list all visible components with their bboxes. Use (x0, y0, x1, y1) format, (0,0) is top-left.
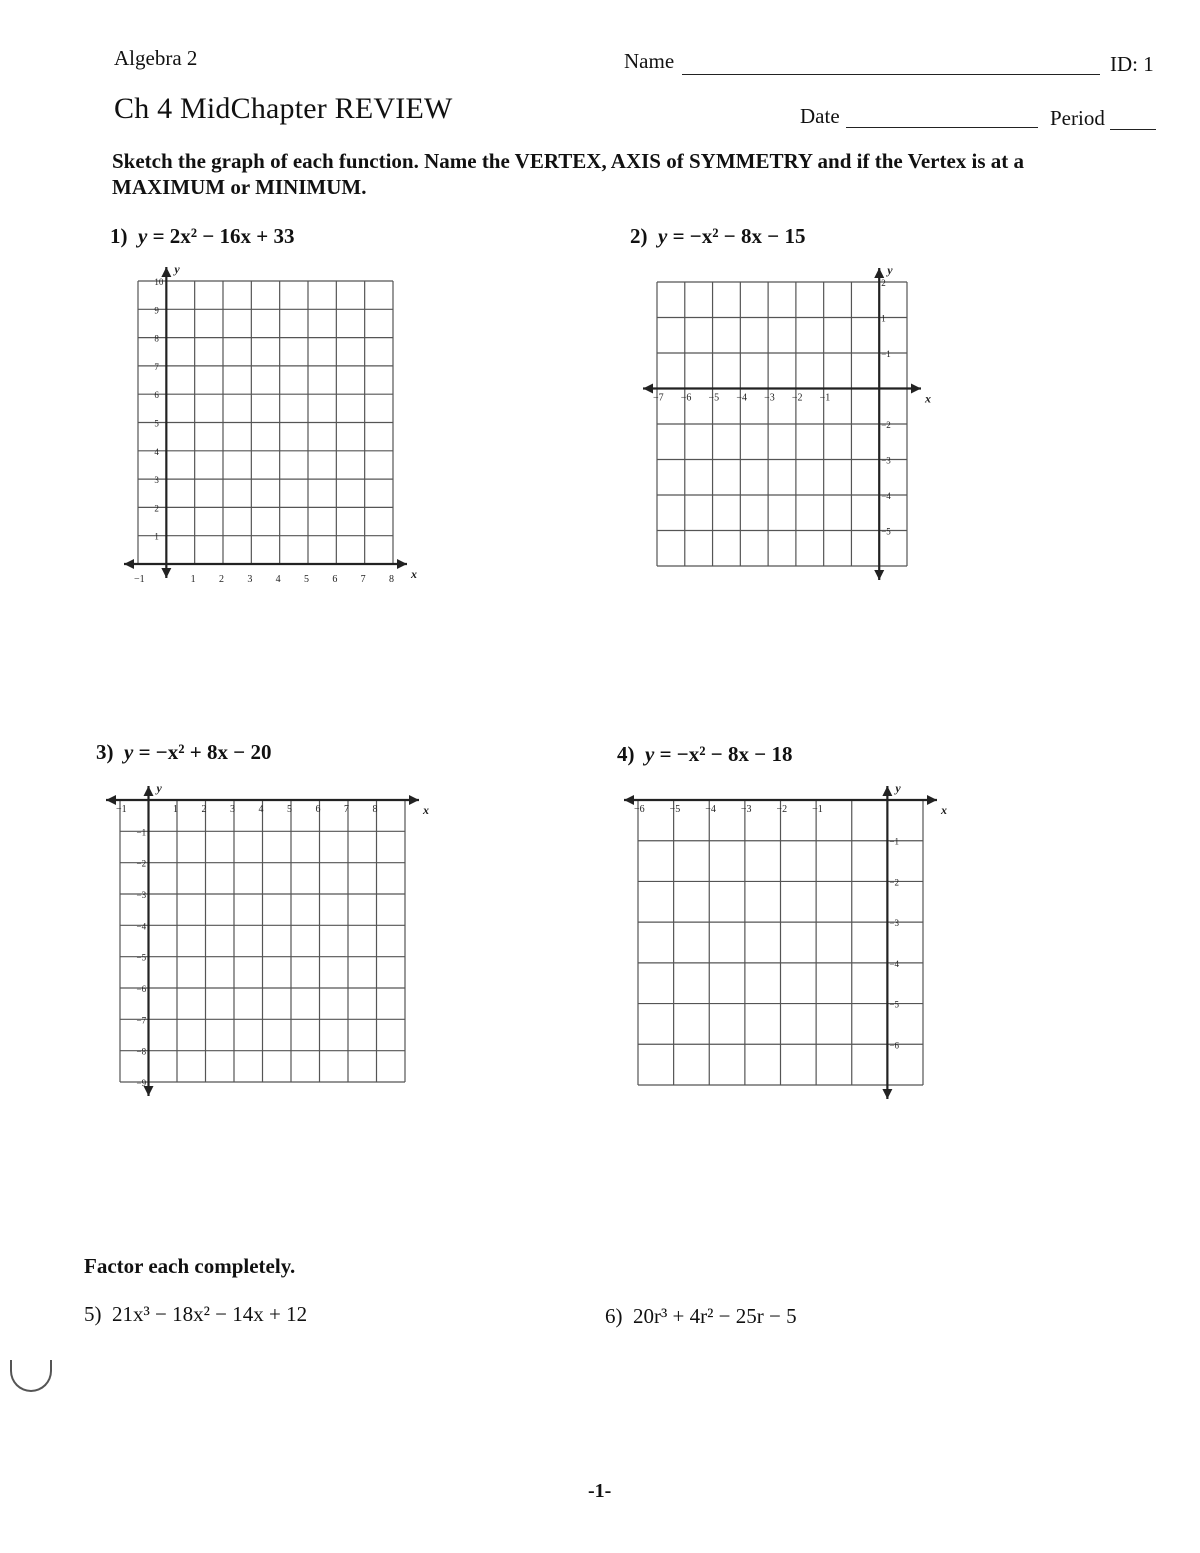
coordinate-grid-2[interactable] (625, 262, 945, 592)
grid-lines (657, 282, 907, 566)
y-tick-label: 5 (154, 418, 159, 429)
id-label: ID: 1 (1110, 52, 1154, 76)
grid-lines (138, 281, 393, 564)
x-tick-label: 2 (219, 574, 224, 585)
y-axis-label: y (887, 263, 893, 277)
x-axis-arrow-right (927, 795, 937, 805)
factor-expression: 21x³ − 18x² − 14x + 12 (112, 1302, 308, 1326)
x-tick-label: 8 (372, 804, 378, 815)
factor-problem-5 (84, 1302, 307, 1327)
name-label: Name (624, 49, 675, 73)
x-tick-label: 2 (201, 804, 207, 815)
y-axis-arrow-down (161, 568, 171, 578)
y-tick-label: −3 (136, 890, 147, 900)
x-axis-label: x (925, 391, 931, 406)
period-label: Period (1050, 106, 1105, 130)
y-tick-label: 2 (154, 503, 159, 514)
date-field[interactable] (846, 127, 1038, 128)
period-field[interactable] (1110, 129, 1156, 130)
x-tick-label: −2 (776, 804, 788, 815)
y-tick-label: 1 (154, 531, 159, 542)
x-tick-label: −7 (653, 392, 664, 404)
y-tick-label: −4 (881, 491, 891, 501)
x-axis-arrow-left (124, 559, 134, 569)
y-tick-label: −6 (889, 1040, 899, 1051)
problem-equation: = 2x² − 16x + 33 (152, 224, 295, 248)
problem-equation: = −x² − 8x − 15 (672, 224, 806, 248)
x-tick-label: 8 (389, 574, 394, 585)
y-tick-label: −4 (889, 958, 899, 969)
x-tick-label: −1 (134, 574, 145, 585)
x-axis-arrow-right (397, 559, 407, 569)
factor-section-title: Factor each completely. (84, 1254, 296, 1278)
y-tick-label: −2 (881, 420, 891, 430)
y-tick-label: 8 (154, 333, 159, 344)
name-field[interactable] (682, 74, 1100, 75)
x-axis-label: x (423, 803, 429, 817)
x-tick-label: −4 (736, 392, 747, 404)
y-tick-label: −1 (136, 827, 147, 838)
x-tick-label: −5 (708, 392, 720, 404)
x-tick-label: 3 (230, 804, 235, 815)
x-tick-label: −4 (705, 804, 716, 815)
worksheet-title: Ch 4 MidChapter REVIEW (114, 92, 453, 125)
y-axis-label: y (174, 262, 180, 276)
x-axis-label: x (941, 803, 947, 817)
x-axis-arrow-right (911, 384, 921, 394)
hole-punch-mark (10, 1360, 52, 1392)
problem-number: 4) (617, 742, 635, 766)
coordinate-grid-4[interactable] (620, 780, 965, 1105)
x-tick-label: 6 (315, 804, 321, 815)
problem-y: y (658, 224, 668, 248)
instructions: Sketch the graph of each function. Name the VERTEX, AXIS of SYMMETRY and if the Vertex is at a MAXIMUM or MINIMUM. (112, 149, 1025, 199)
y-axis-label: y (156, 781, 162, 795)
x-axis-arrow-left (106, 795, 116, 805)
problem-number: 3) (96, 740, 114, 764)
page-number: -1- (588, 1480, 612, 1502)
y-tick-label: −9 (136, 1078, 147, 1088)
y-axis-arrow-up (874, 268, 884, 278)
y-axis-arrow-down (874, 570, 884, 580)
y-tick-label: −5 (881, 526, 891, 537)
y-tick-label: 10 (154, 277, 164, 287)
problem-number: 2) (630, 224, 648, 248)
y-tick-label: 6 (154, 390, 159, 401)
problem-y: y (124, 740, 134, 764)
y-tick-label: −1 (881, 349, 891, 359)
x-tick-label: 3 (247, 574, 253, 585)
coordinate-grid-1[interactable] (100, 255, 420, 590)
x-tick-label: 5 (304, 574, 309, 585)
x-tick-label: −5 (669, 804, 681, 815)
x-tick-label: −3 (764, 392, 775, 404)
y-tick-label: −5 (136, 952, 147, 963)
x-tick-label: 6 (332, 574, 338, 585)
y-tick-label: −7 (136, 1015, 147, 1026)
x-tick-label: −1 (812, 804, 823, 815)
y-tick-label: −3 (889, 918, 899, 929)
x-tick-label: −2 (791, 392, 803, 404)
y-tick-label: 9 (154, 305, 159, 316)
x-tick-label: 7 (344, 804, 349, 815)
x-axis-arrow-left (643, 384, 653, 394)
y-tick-label: 3 (154, 475, 159, 486)
x-tick-label: −3 (740, 804, 752, 815)
y-tick-label: 2 (881, 278, 886, 288)
x-tick-label: 4 (258, 804, 264, 815)
y-tick-label: −2 (136, 858, 147, 869)
y-axis-arrow-up (144, 786, 154, 796)
problem-number: 1) (110, 224, 128, 248)
coordinate-grid-3[interactable] (95, 776, 440, 1106)
y-tick-label: −2 (889, 877, 899, 888)
x-axis-label: x (411, 567, 417, 581)
x-axis-arrow-left (624, 795, 634, 805)
problem-y: y (138, 224, 148, 248)
problem-3 (96, 740, 272, 765)
x-tick-label: −1 (116, 804, 127, 815)
y-tick-label: 7 (154, 361, 159, 372)
grid-lines (638, 800, 923, 1085)
problem-y: y (645, 742, 655, 766)
x-tick-label: −1 (819, 392, 831, 404)
date-label: Date (800, 104, 840, 128)
factor-expression: 20r³ + 4r² − 25r − 5 (633, 1304, 797, 1328)
x-tick-label: −6 (634, 804, 645, 815)
x-tick-label: 5 (287, 804, 292, 815)
x-tick-label: 7 (360, 574, 366, 585)
y-tick-label: −3 (881, 455, 891, 466)
y-tick-label: 1 (881, 313, 886, 324)
course-name: Algebra 2 (114, 46, 198, 70)
y-axis-label: y (895, 781, 901, 795)
x-tick-label: 1 (190, 574, 196, 585)
problem-1 (110, 224, 295, 249)
problem-2 (630, 224, 806, 249)
problem-number: 6) (605, 1304, 623, 1328)
y-tick-label: −5 (889, 999, 899, 1010)
problem-equation: = −x² − 8x − 18 (659, 742, 793, 766)
y-tick-label: −1 (889, 836, 899, 847)
x-tick-label: −6 (680, 392, 692, 404)
x-axis-arrow-right (409, 795, 419, 805)
y-axis-arrow-down (882, 1089, 892, 1099)
y-tick-label: −6 (136, 984, 147, 994)
problem-equation: = −x² + 8x − 20 (138, 740, 272, 764)
problem-4 (617, 742, 793, 767)
grid-lines (120, 800, 405, 1082)
y-tick-label: 4 (154, 446, 159, 457)
x-tick-label: 4 (275, 574, 281, 585)
y-axis-arrow-up (161, 267, 171, 277)
y-tick-label: −4 (136, 921, 147, 932)
y-axis-arrow-up (882, 786, 892, 796)
factor-problem-6 (605, 1304, 797, 1329)
x-tick-label: 1 (173, 804, 178, 815)
y-tick-label: −8 (136, 1046, 147, 1057)
problem-number: 5) (84, 1302, 102, 1326)
